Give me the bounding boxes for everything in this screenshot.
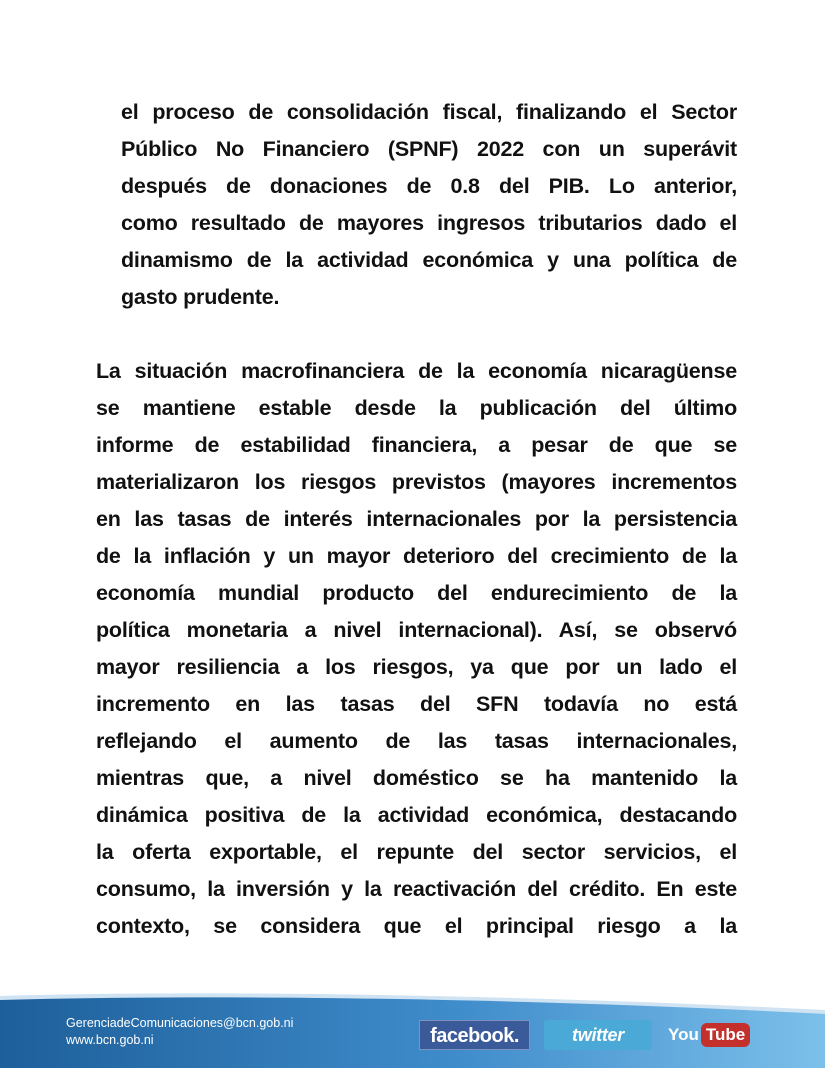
paragraph-fiscal (121, 94, 737, 316)
text-line: como resultado de mayores ingresos tributarios dado el (121, 211, 737, 235)
text-line: dinámica positiva de la actividad económica, destacando (96, 803, 737, 827)
email-link[interactable]: GerenciadeComunicaciones@bcn.gob.ni (66, 1016, 294, 1030)
youtube-tube-text: Tube (701, 1023, 750, 1047)
text-line: economía mundial producto del endurecimiento de la (96, 581, 737, 605)
text-line: reflejando el aumento de las tasas internacionales, (96, 729, 737, 753)
text-line: mientras que, a nivel doméstico se ha mantenido la (96, 766, 737, 790)
text-line: Público No Financiero (SPNF) 2022 con un superávit (121, 137, 737, 161)
text-line: contexto, se considera que el principal riesgo a la (96, 914, 737, 938)
youtube-you-text: You (668, 1025, 699, 1044)
text-line: de la inflación y un mayor deterioro del crecimiento de la (96, 544, 737, 568)
text-line: en las tasas de interés internacionales por la persistencia (96, 507, 737, 531)
text-line: materializaron los riesgos previstos (mayores incrementos (96, 470, 737, 494)
paragraph-macrofinancial (96, 353, 737, 945)
text-line: consumo, la inversión y la reactivación del crédito. En este (96, 877, 737, 901)
text-line: dinamismo de la actividad económica y una política de (121, 248, 737, 272)
facebook-logo-button[interactable]: facebook. (419, 1020, 530, 1050)
youtube-logo-button[interactable] (666, 1020, 746, 1050)
text-line: incremento en las tasas del SFN todavía no está (96, 692, 737, 716)
text-line: La situación macrofinanciera de la economía nicaragüense (96, 359, 737, 383)
website-link[interactable]: www.bcn.gob.ni (66, 1033, 154, 1047)
text-line: después de donaciones de 0.8 del PIB. Lo anterior, (121, 174, 737, 198)
text-line: se mantiene estable desde la publicación del último (96, 396, 737, 420)
text-line: gasto prudente. (121, 285, 280, 309)
text-line: la oferta exportable, el repunte del sector servicios, el (96, 840, 737, 864)
twitter-logo-button[interactable]: twitter (544, 1020, 652, 1050)
text-line: política monetaria a nivel internacional). Así, se observó (96, 618, 737, 642)
text-line: mayor resiliencia a los riesgos, ya que por un lado el (96, 655, 737, 679)
contact-info (66, 1015, 293, 1049)
text-line: el proceso de consolidación fiscal, finalizando el Sector (121, 100, 737, 124)
text-line: informe de estabilidad financiera, a pesar de que se (96, 433, 737, 457)
